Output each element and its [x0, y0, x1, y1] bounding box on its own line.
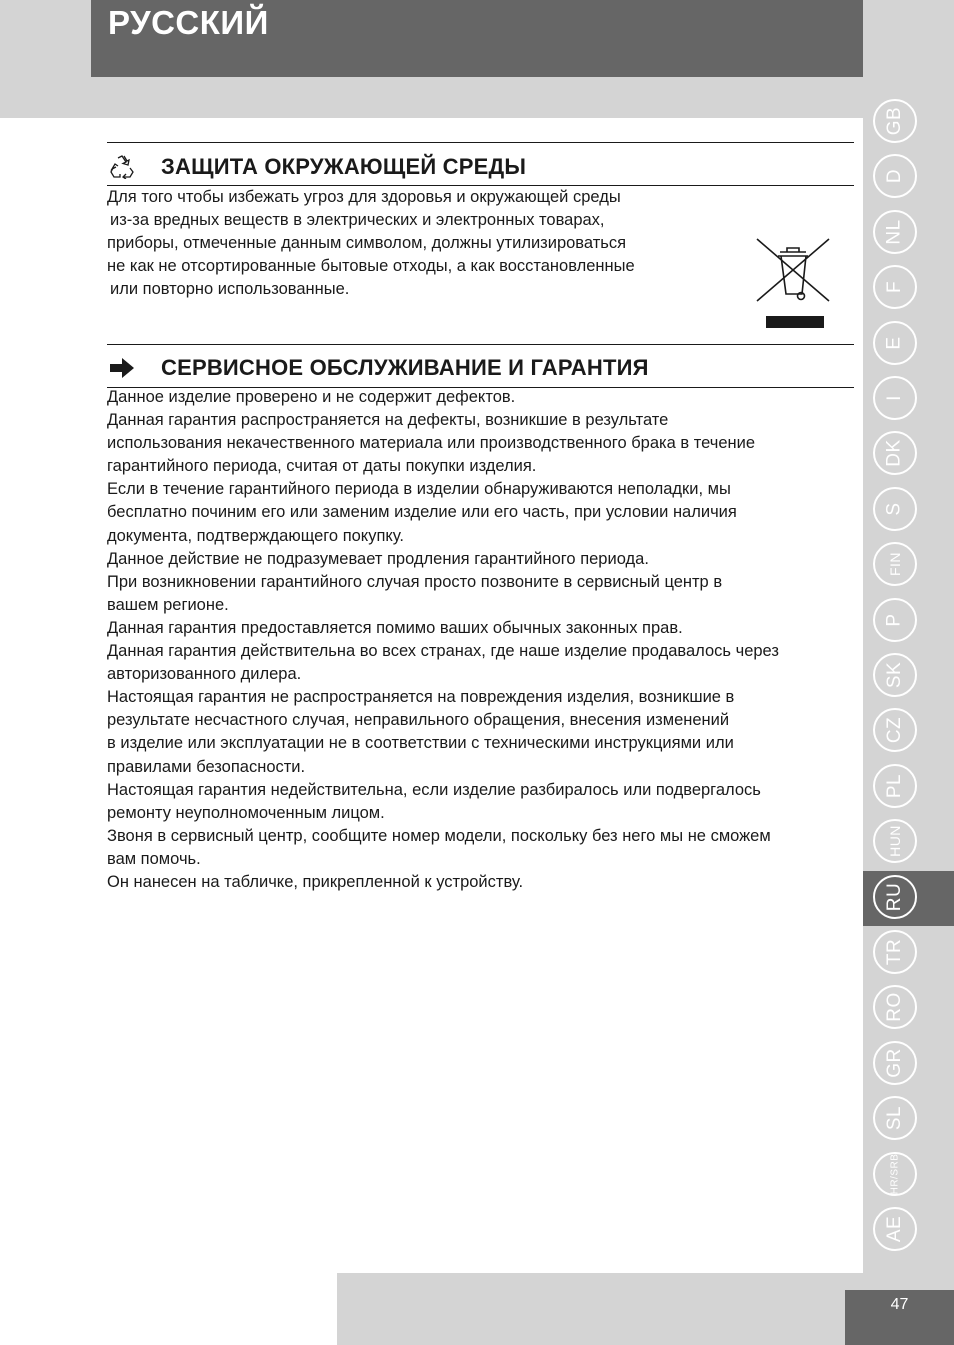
- tab-language-dk[interactable]: [863, 427, 954, 482]
- tab-language-sk[interactable]: [863, 649, 954, 704]
- text-line: приборы, отмеченные данным символом, должны утилизироваться: [107, 234, 627, 253]
- language-ring: [873, 708, 917, 752]
- text-line: в изделие или эксплуатации не в соответствии с техническими инструкциями или: [107, 734, 734, 753]
- language-code: HR/SRB: [889, 1153, 901, 1194]
- crossed-out-wheelie-bin-icon: [754, 236, 832, 330]
- text-line: или повторно использованные.: [110, 280, 350, 299]
- text-line: документа, подтверждающего покупку.: [107, 526, 404, 545]
- tab-language-hun[interactable]: [863, 815, 954, 870]
- text-line: Для того чтобы избежать угроз для здоровья и окружающей среды: [107, 188, 621, 206]
- language-ring: [873, 930, 917, 974]
- tab-language-s[interactable]: [863, 483, 954, 538]
- text-line: не как не отсортированные бытовые отходы, а как восстановленные: [107, 257, 635, 276]
- text-line: авторизованного дилера.: [107, 665, 302, 684]
- tab-language-gb[interactable]: [863, 95, 954, 150]
- language-code: SK: [883, 661, 905, 689]
- page-number: 47: [890, 1296, 909, 1313]
- tab-language-e[interactable]: [863, 317, 954, 372]
- text-line: бесплатно починим его или заменим изделие или его часть, при условии наличия: [107, 503, 737, 522]
- arrow-right-icon: [107, 355, 137, 381]
- language-code: F: [883, 281, 905, 294]
- language-ring: [873, 376, 917, 420]
- text-line: ремонту неуполномоченным лицом.: [107, 803, 385, 822]
- language-code: I: [884, 395, 905, 401]
- language-ring: [873, 154, 917, 198]
- text-line: из-за вредных веществ в электрических и электронных товарах,: [110, 211, 605, 230]
- recycle-icon: [107, 154, 137, 180]
- section-service-heading: [107, 353, 854, 383]
- tab-language-i[interactable]: [863, 372, 954, 427]
- language-code: RU: [883, 882, 905, 911]
- language-code: P: [884, 613, 905, 627]
- tab-language-hr-srb[interactable]: [863, 1148, 954, 1203]
- text-line: Звоня в сервисный центр, сообщите номер модели, поскольку без него мы не сможем: [107, 826, 771, 845]
- section-top-rule: [107, 344, 854, 345]
- text-line: вашем регионе.: [107, 595, 229, 614]
- language-ring: [873, 542, 917, 586]
- language-code: S: [884, 502, 905, 516]
- tab-language-p[interactable]: [863, 594, 954, 649]
- text-line: гарантийного периода, считая от даты покупки изделия.: [107, 457, 537, 476]
- tab-language-ro[interactable]: [863, 981, 954, 1036]
- text-line: Данное изделие проверено и не содержит дефектов.: [107, 388, 516, 406]
- language-ring: [873, 764, 917, 808]
- tab-language-fin[interactable]: [863, 538, 954, 593]
- language-ring: [873, 819, 917, 863]
- language-ring: [873, 1096, 917, 1140]
- text-line: Данная гарантия предоставляется помимо ваших обычных законных прав.: [107, 618, 683, 637]
- language-code: GB: [883, 106, 905, 136]
- language-ring: [873, 1041, 917, 1085]
- tab-language-ru[interactable]: [863, 871, 954, 926]
- tab-language-f[interactable]: [863, 261, 954, 316]
- text-line: Если в течение гарантийного периода в изделии обнаруживаются неполадки, мы: [107, 480, 731, 499]
- language-ring: [873, 487, 917, 531]
- text-line: результате несчастного случая, неправильного обращения, внесения изменений: [107, 711, 730, 730]
- text-line: Он нанесен на табличке, прикрепленной к устройству.: [107, 872, 524, 891]
- text-line: Данное действие не подразумевает продления гарантийного периода.: [107, 549, 649, 568]
- environment-text: [107, 186, 635, 301]
- language-ring: [873, 321, 917, 365]
- tab-language-pl[interactable]: [863, 760, 954, 815]
- language-code: DK: [884, 439, 905, 468]
- tab-language-tr[interactable]: [863, 926, 954, 981]
- language-ring: [873, 1152, 917, 1196]
- service-text: [107, 386, 779, 894]
- language-code: GR: [884, 1048, 905, 1078]
- language-code: E: [884, 336, 905, 350]
- language-code: SL: [884, 1106, 905, 1131]
- section-environment-title: ЗАЩИТА ОКРУЖАЮЩЕЙ СРЕДЫ: [161, 154, 527, 179]
- page-title: РУССКИЙ: [108, 4, 269, 41]
- language-code: FIN: [887, 552, 903, 577]
- tab-language-nl[interactable]: [863, 206, 954, 261]
- language-code: D: [883, 169, 905, 184]
- text-line: правилами безопасности.: [107, 757, 306, 776]
- language-ring: [873, 653, 917, 697]
- tab-language-cz[interactable]: [863, 704, 954, 759]
- language-ring: [873, 598, 917, 642]
- language-code: RO: [884, 992, 905, 1023]
- text-line: использования некачественного материала или производственного брака в течение: [107, 434, 755, 453]
- text-line: Данная гарантия распространяется на дефекты, возникшие в результате: [107, 411, 669, 430]
- tab-language-d[interactable]: [863, 150, 954, 205]
- language-ring: [873, 265, 917, 309]
- language-code: NL: [883, 219, 905, 245]
- tab-language-ae[interactable]: [863, 1203, 954, 1258]
- language-code: CZ: [883, 717, 905, 744]
- language-code: TR: [883, 938, 905, 966]
- section-environment-heading: [107, 152, 854, 182]
- language-ring: [873, 1207, 917, 1251]
- text-line: Настоящая гарантия недействительна, если изделие разбиралось или подвергалось: [107, 780, 761, 799]
- page-number-box: [845, 1290, 954, 1345]
- text-line: При возникновении гарантийного случая просто позвоните в сервисный центр в: [107, 572, 723, 591]
- language-code: HUN: [887, 825, 903, 858]
- language-ring: [873, 99, 917, 143]
- language-code: PL: [884, 773, 905, 798]
- tab-language-sl[interactable]: [863, 1092, 954, 1147]
- footer-panel: [0, 1273, 337, 1345]
- tab-language-gr[interactable]: [863, 1037, 954, 1092]
- section-top-rule: [107, 142, 854, 143]
- language-ring: [873, 875, 917, 919]
- text-line: Данная гарантия действительна во всех странах, где наше изделие продавалось через: [107, 642, 779, 661]
- text-line: вам помочь.: [107, 849, 201, 868]
- text-line: Настоящая гарантия не распространяется на повреждения изделия, возникшие в: [107, 688, 735, 707]
- language-ring: [873, 431, 917, 475]
- section-service-title: СЕРВИСНОЕ ОБСЛУЖИВАНИЕ И ГАРАНТИЯ: [161, 355, 649, 380]
- language-code: AE: [883, 1215, 905, 1243]
- language-ring: [873, 210, 917, 254]
- language-ring: [873, 985, 917, 1029]
